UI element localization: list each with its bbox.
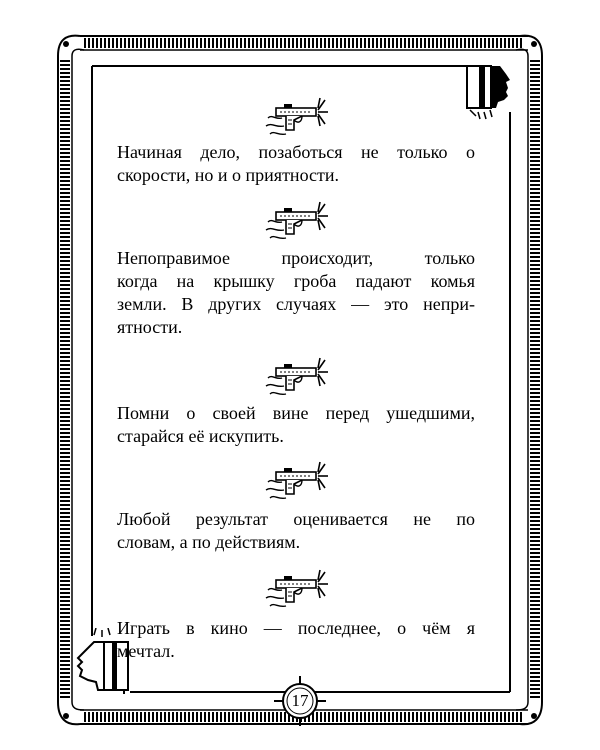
gun-ornament-icon (262, 568, 332, 612)
saying-1 (117, 141, 475, 187)
saying-line: Любой результат оценивается не по (117, 509, 475, 529)
saying-line: Помни о своей вине перед ушедшими, (117, 403, 475, 423)
page-number: 17 (291, 691, 309, 710)
gun-ornament-icon (262, 96, 332, 140)
saying-4 (117, 508, 475, 554)
profile-corner-icon (466, 58, 528, 120)
saying-5 (117, 617, 475, 663)
gun-ornament-icon (262, 460, 332, 504)
saying-line: земли. В других случаях — это непри- (117, 294, 475, 314)
saying-line: скорости, но и о приятности. (117, 165, 340, 185)
saying-line: ятности. (117, 317, 183, 337)
saying-line: Непоправимое происходит, только (117, 248, 475, 268)
saying-3 (117, 402, 475, 448)
saying-line: старайся её искупить. (117, 426, 284, 446)
saying-2 (117, 247, 475, 339)
saying-line: когда на крышку гроба падают комья (117, 271, 475, 291)
saying-line: мечтал. (117, 641, 175, 661)
saying-line: Начиная дело, позаботься не только о (117, 142, 475, 162)
saying-line: Играть в кино — последнее, о чём я (117, 618, 475, 638)
gun-ornament-icon (262, 356, 332, 400)
saying-line: словам, а по действиям. (117, 532, 301, 552)
gun-ornament-icon (262, 200, 332, 244)
